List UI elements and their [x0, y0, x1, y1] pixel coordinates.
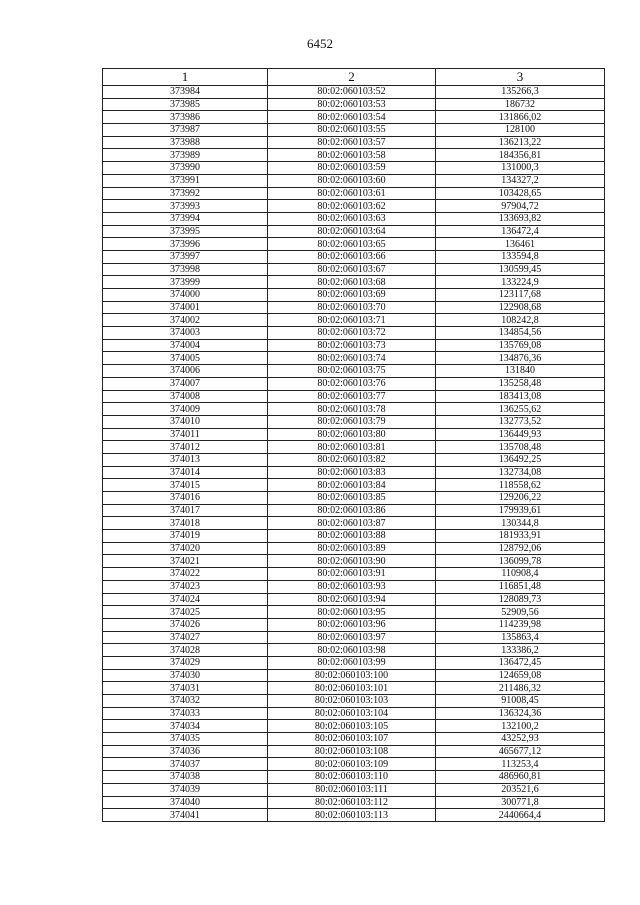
row-number-cell: 373999: [103, 276, 268, 289]
table-row: [103, 453, 605, 466]
value-cell: 128100: [436, 124, 605, 137]
row-number-cell: 373993: [103, 200, 268, 213]
row-number-cell: 374028: [103, 644, 268, 657]
table-row: [103, 136, 605, 149]
cadastral-number-cell: 80:02:060103:52: [268, 86, 436, 99]
cadastral-number-cell: 80:02:060103:60: [268, 174, 436, 187]
table-row: [103, 631, 605, 644]
cadastral-number-cell: 80:02:060103:108: [268, 745, 436, 758]
cadastral-number-cell: 80:02:060103:73: [268, 339, 436, 352]
value-cell: 186732: [436, 98, 605, 111]
row-number-cell: 374000: [103, 289, 268, 302]
table-row: [103, 771, 605, 784]
value-cell: 118558,62: [436, 479, 605, 492]
row-number-cell: 374001: [103, 301, 268, 314]
cadastral-number-cell: 80:02:060103:70: [268, 301, 436, 314]
cadastral-number-cell: 80:02:060103:53: [268, 98, 436, 111]
row-number-cell: 373988: [103, 136, 268, 149]
cadastral-number-cell: 80:02:060103:58: [268, 149, 436, 162]
cadastral-number-cell: 80:02:060103:98: [268, 644, 436, 657]
row-number-cell: 373996: [103, 238, 268, 251]
cadastral-number-cell: 80:02:060103:97: [268, 631, 436, 644]
column-header-3: 3: [436, 69, 605, 86]
table-row: [103, 682, 605, 695]
cadastral-number-cell: 80:02:060103:82: [268, 453, 436, 466]
table-row: [103, 289, 605, 302]
table-row: [103, 504, 605, 517]
value-cell: 134327,2: [436, 174, 605, 187]
row-number-cell: 374017: [103, 504, 268, 517]
cadastral-number-cell: 80:02:060103:104: [268, 707, 436, 720]
row-number-cell: 373990: [103, 162, 268, 175]
cadastral-number-cell: 80:02:060103:65: [268, 238, 436, 251]
table-row: [103, 580, 605, 593]
cadastral-number-cell: 80:02:060103:57: [268, 136, 436, 149]
table-row: [103, 124, 605, 137]
table-row: [103, 98, 605, 111]
value-cell: 183413,08: [436, 390, 605, 403]
table-row: [103, 441, 605, 454]
cadastral-number-cell: 80:02:060103:84: [268, 479, 436, 492]
value-cell: 179939,61: [436, 504, 605, 517]
value-cell: 136492,25: [436, 453, 605, 466]
cadastral-number-cell: 80:02:060103:80: [268, 428, 436, 441]
column-header-1: 1: [103, 69, 268, 86]
row-number-cell: 374034: [103, 720, 268, 733]
table-row: [103, 745, 605, 758]
table-row: [103, 517, 605, 530]
value-cell: 136099,78: [436, 555, 605, 568]
row-number-cell: 374008: [103, 390, 268, 403]
row-number-cell: 373998: [103, 263, 268, 276]
value-cell: 133693,82: [436, 212, 605, 225]
table-row: [103, 365, 605, 378]
row-number-cell: 373989: [103, 149, 268, 162]
row-number-cell: 374041: [103, 809, 268, 822]
table-row: [103, 149, 605, 162]
table-row: [103, 238, 605, 251]
cadastral-number-cell: 80:02:060103:83: [268, 466, 436, 479]
table-row: [103, 606, 605, 619]
value-cell: 129206,22: [436, 492, 605, 505]
table-row: [103, 403, 605, 416]
row-number-cell: 374026: [103, 618, 268, 631]
table-row: [103, 796, 605, 809]
cadastral-number-cell: 80:02:060103:88: [268, 530, 436, 543]
row-number-cell: 374033: [103, 707, 268, 720]
cadastral-number-cell: 80:02:060103:76: [268, 377, 436, 390]
table-row: [103, 377, 605, 390]
value-cell: 114239,98: [436, 618, 605, 631]
row-number-cell: 374003: [103, 327, 268, 340]
table-row: [103, 187, 605, 200]
row-number-cell: 373984: [103, 86, 268, 99]
value-cell: 181933,91: [436, 530, 605, 543]
table-row: [103, 656, 605, 669]
row-number-cell: 374007: [103, 377, 268, 390]
cadastral-number-cell: 80:02:060103:78: [268, 403, 436, 416]
cadastral-number-cell: 80:02:060103:112: [268, 796, 436, 809]
cadastral-number-cell: 80:02:060103:72: [268, 327, 436, 340]
value-cell: 135258,48: [436, 377, 605, 390]
row-number-cell: 374012: [103, 441, 268, 454]
cadastral-number-cell: 80:02:060103:100: [268, 669, 436, 682]
value-cell: 132773,52: [436, 415, 605, 428]
row-number-cell: 374025: [103, 606, 268, 619]
table-row: [103, 568, 605, 581]
row-number-cell: 374016: [103, 492, 268, 505]
table-row: [103, 390, 605, 403]
table-row: [103, 479, 605, 492]
row-number-cell: 373995: [103, 225, 268, 238]
value-cell: 130344,8: [436, 517, 605, 530]
table-row: [103, 314, 605, 327]
table-row: [103, 250, 605, 263]
table-row: [103, 263, 605, 276]
cadastral-number-cell: 80:02:060103:91: [268, 568, 436, 581]
value-cell: 135708,48: [436, 441, 605, 454]
table-row: [103, 733, 605, 746]
table-row: [103, 466, 605, 479]
row-number-cell: 374039: [103, 783, 268, 796]
cadastral-number-cell: 80:02:060103:95: [268, 606, 436, 619]
value-cell: 136324,36: [436, 707, 605, 720]
table-row: [103, 492, 605, 505]
table-row: [103, 174, 605, 187]
cadastral-number-cell: 80:02:060103:110: [268, 771, 436, 784]
value-cell: 132100,2: [436, 720, 605, 733]
cadastral-number-cell: 80:02:060103:113: [268, 809, 436, 822]
row-number-cell: 374024: [103, 593, 268, 606]
table-row: [103, 542, 605, 555]
value-cell: 91008,45: [436, 695, 605, 708]
table-row: [103, 225, 605, 238]
value-cell: 136213,22: [436, 136, 605, 149]
cadastral-number-cell: 80:02:060103:101: [268, 682, 436, 695]
cadastral-number-cell: 80:02:060103:75: [268, 365, 436, 378]
table-row: [103, 301, 605, 314]
row-number-cell: 374002: [103, 314, 268, 327]
value-cell: 486960,81: [436, 771, 605, 784]
page-number: 6452: [307, 36, 333, 51]
cadastral-number-cell: 80:02:060103:90: [268, 555, 436, 568]
table-row: [103, 758, 605, 771]
value-cell: 300771,8: [436, 796, 605, 809]
cadastral-number-cell: 80:02:060103:54: [268, 111, 436, 124]
value-cell: 110908,4: [436, 568, 605, 581]
value-cell: 128089,73: [436, 593, 605, 606]
value-cell: 108242,8: [436, 314, 605, 327]
table-row: [103, 327, 605, 340]
table-row: [103, 415, 605, 428]
value-cell: 465677,12: [436, 745, 605, 758]
cadastral-number-cell: 80:02:060103:96: [268, 618, 436, 631]
table-row: [103, 555, 605, 568]
row-number-cell: 374011: [103, 428, 268, 441]
table-row: [103, 669, 605, 682]
table-row: [103, 644, 605, 657]
cadastral-value-table: [102, 68, 605, 822]
value-cell: 122908,68: [436, 301, 605, 314]
row-number-cell: 374020: [103, 542, 268, 555]
value-cell: 130599,45: [436, 263, 605, 276]
table-row: [103, 212, 605, 225]
cadastral-number-cell: 80:02:060103:89: [268, 542, 436, 555]
row-number-cell: 374035: [103, 733, 268, 746]
row-number-cell: 374019: [103, 530, 268, 543]
row-number-cell: 374032: [103, 695, 268, 708]
table-row: [103, 86, 605, 99]
row-number-cell: 373987: [103, 124, 268, 137]
cadastral-number-cell: 80:02:060103:99: [268, 656, 436, 669]
row-number-cell: 374015: [103, 479, 268, 492]
cadastral-number-cell: 80:02:060103:74: [268, 352, 436, 365]
column-header-2: 2: [268, 69, 436, 86]
row-number-cell: 374027: [103, 631, 268, 644]
table-header-row: [103, 69, 605, 86]
row-number-cell: 374040: [103, 796, 268, 809]
row-number-cell: 374031: [103, 682, 268, 695]
row-number-cell: 374021: [103, 555, 268, 568]
cadastral-number-cell: 80:02:060103:62: [268, 200, 436, 213]
value-cell: 184356,81: [436, 149, 605, 162]
cadastral-number-cell: 80:02:060103:67: [268, 263, 436, 276]
row-number-cell: 374010: [103, 415, 268, 428]
cadastral-number-cell: 80:02:060103:94: [268, 593, 436, 606]
cadastral-number-cell: 80:02:060103:71: [268, 314, 436, 327]
value-cell: 135769,08: [436, 339, 605, 352]
row-number-cell: 374036: [103, 745, 268, 758]
value-cell: 2440664,4: [436, 809, 605, 822]
value-cell: 43252,93: [436, 733, 605, 746]
cadastral-number-cell: 80:02:060103:61: [268, 187, 436, 200]
cadastral-number-cell: 80:02:060103:68: [268, 276, 436, 289]
row-number-cell: 374005: [103, 352, 268, 365]
cadastral-number-cell: 80:02:060103:69: [268, 289, 436, 302]
cadastral-number-cell: 80:02:060103:87: [268, 517, 436, 530]
row-number-cell: 373986: [103, 111, 268, 124]
row-number-cell: 373994: [103, 212, 268, 225]
value-cell: 136255,62: [436, 403, 605, 416]
value-cell: 131866,02: [436, 111, 605, 124]
row-number-cell: 373997: [103, 250, 268, 263]
value-cell: 131840: [436, 365, 605, 378]
value-cell: 133224,9: [436, 276, 605, 289]
row-number-cell: 374009: [103, 403, 268, 416]
row-number-cell: 374029: [103, 656, 268, 669]
value-cell: 203521,6: [436, 783, 605, 796]
row-number-cell: 373985: [103, 98, 268, 111]
value-cell: 132734,08: [436, 466, 605, 479]
row-number-cell: 374018: [103, 517, 268, 530]
table-row: [103, 111, 605, 124]
value-cell: 124659,08: [436, 669, 605, 682]
table-row: [103, 618, 605, 631]
table-row: [103, 695, 605, 708]
cadastral-number-cell: 80:02:060103:111: [268, 783, 436, 796]
row-number-cell: 374014: [103, 466, 268, 479]
table-row: [103, 428, 605, 441]
value-cell: 113253,4: [436, 758, 605, 771]
table-row: [103, 530, 605, 543]
row-number-cell: 373992: [103, 187, 268, 200]
value-cell: 103428,65: [436, 187, 605, 200]
row-number-cell: 374023: [103, 580, 268, 593]
cadastral-number-cell: 80:02:060103:85: [268, 492, 436, 505]
row-number-cell: 374004: [103, 339, 268, 352]
row-number-cell: 374038: [103, 771, 268, 784]
cadastral-number-cell: 80:02:060103:55: [268, 124, 436, 137]
value-cell: 136461: [436, 238, 605, 251]
cadastral-number-cell: 80:02:060103:63: [268, 212, 436, 225]
cadastral-number-cell: 80:02:060103:79: [268, 415, 436, 428]
value-cell: 123117,68: [436, 289, 605, 302]
cadastral-number-cell: 80:02:060103:105: [268, 720, 436, 733]
cadastral-number-cell: 80:02:060103:109: [268, 758, 436, 771]
cadastral-number-cell: 80:02:060103:103: [268, 695, 436, 708]
value-cell: 136472,45: [436, 656, 605, 669]
row-number-cell: 374030: [103, 669, 268, 682]
row-number-cell: 373991: [103, 174, 268, 187]
row-number-cell: 374006: [103, 365, 268, 378]
cadastral-number-cell: 80:02:060103:59: [268, 162, 436, 175]
value-cell: 136449,93: [436, 428, 605, 441]
cadastral-number-cell: 80:02:060103:86: [268, 504, 436, 517]
value-cell: 128792,06: [436, 542, 605, 555]
cadastral-number-cell: 80:02:060103:107: [268, 733, 436, 746]
row-number-cell: 374013: [103, 453, 268, 466]
table-body: [103, 86, 605, 822]
table-row: [103, 352, 605, 365]
table-row: [103, 162, 605, 175]
table-row: [103, 809, 605, 822]
value-cell: 135863,4: [436, 631, 605, 644]
table-row: [103, 783, 605, 796]
table-row: [103, 200, 605, 213]
cadastral-number-cell: 80:02:060103:81: [268, 441, 436, 454]
value-cell: 136472,4: [436, 225, 605, 238]
value-cell: 211486,32: [436, 682, 605, 695]
value-cell: 135266,3: [436, 86, 605, 99]
table-row: [103, 707, 605, 720]
cadastral-number-cell: 80:02:060103:64: [268, 225, 436, 238]
table-row: [103, 593, 605, 606]
value-cell: 133386,2: [436, 644, 605, 657]
table-row: [103, 720, 605, 733]
value-cell: 52909,56: [436, 606, 605, 619]
value-cell: 116851,48: [436, 580, 605, 593]
value-cell: 134876,36: [436, 352, 605, 365]
value-cell: 133594,8: [436, 250, 605, 263]
value-cell: 97904,72: [436, 200, 605, 213]
cadastral-number-cell: 80:02:060103:77: [268, 390, 436, 403]
row-number-cell: 374022: [103, 568, 268, 581]
cadastral-number-cell: 80:02:060103:93: [268, 580, 436, 593]
value-cell: 134854,56: [436, 327, 605, 340]
table-row: [103, 276, 605, 289]
value-cell: 131000,3: [436, 162, 605, 175]
table-row: [103, 339, 605, 352]
row-number-cell: 374037: [103, 758, 268, 771]
cadastral-number-cell: 80:02:060103:66: [268, 250, 436, 263]
